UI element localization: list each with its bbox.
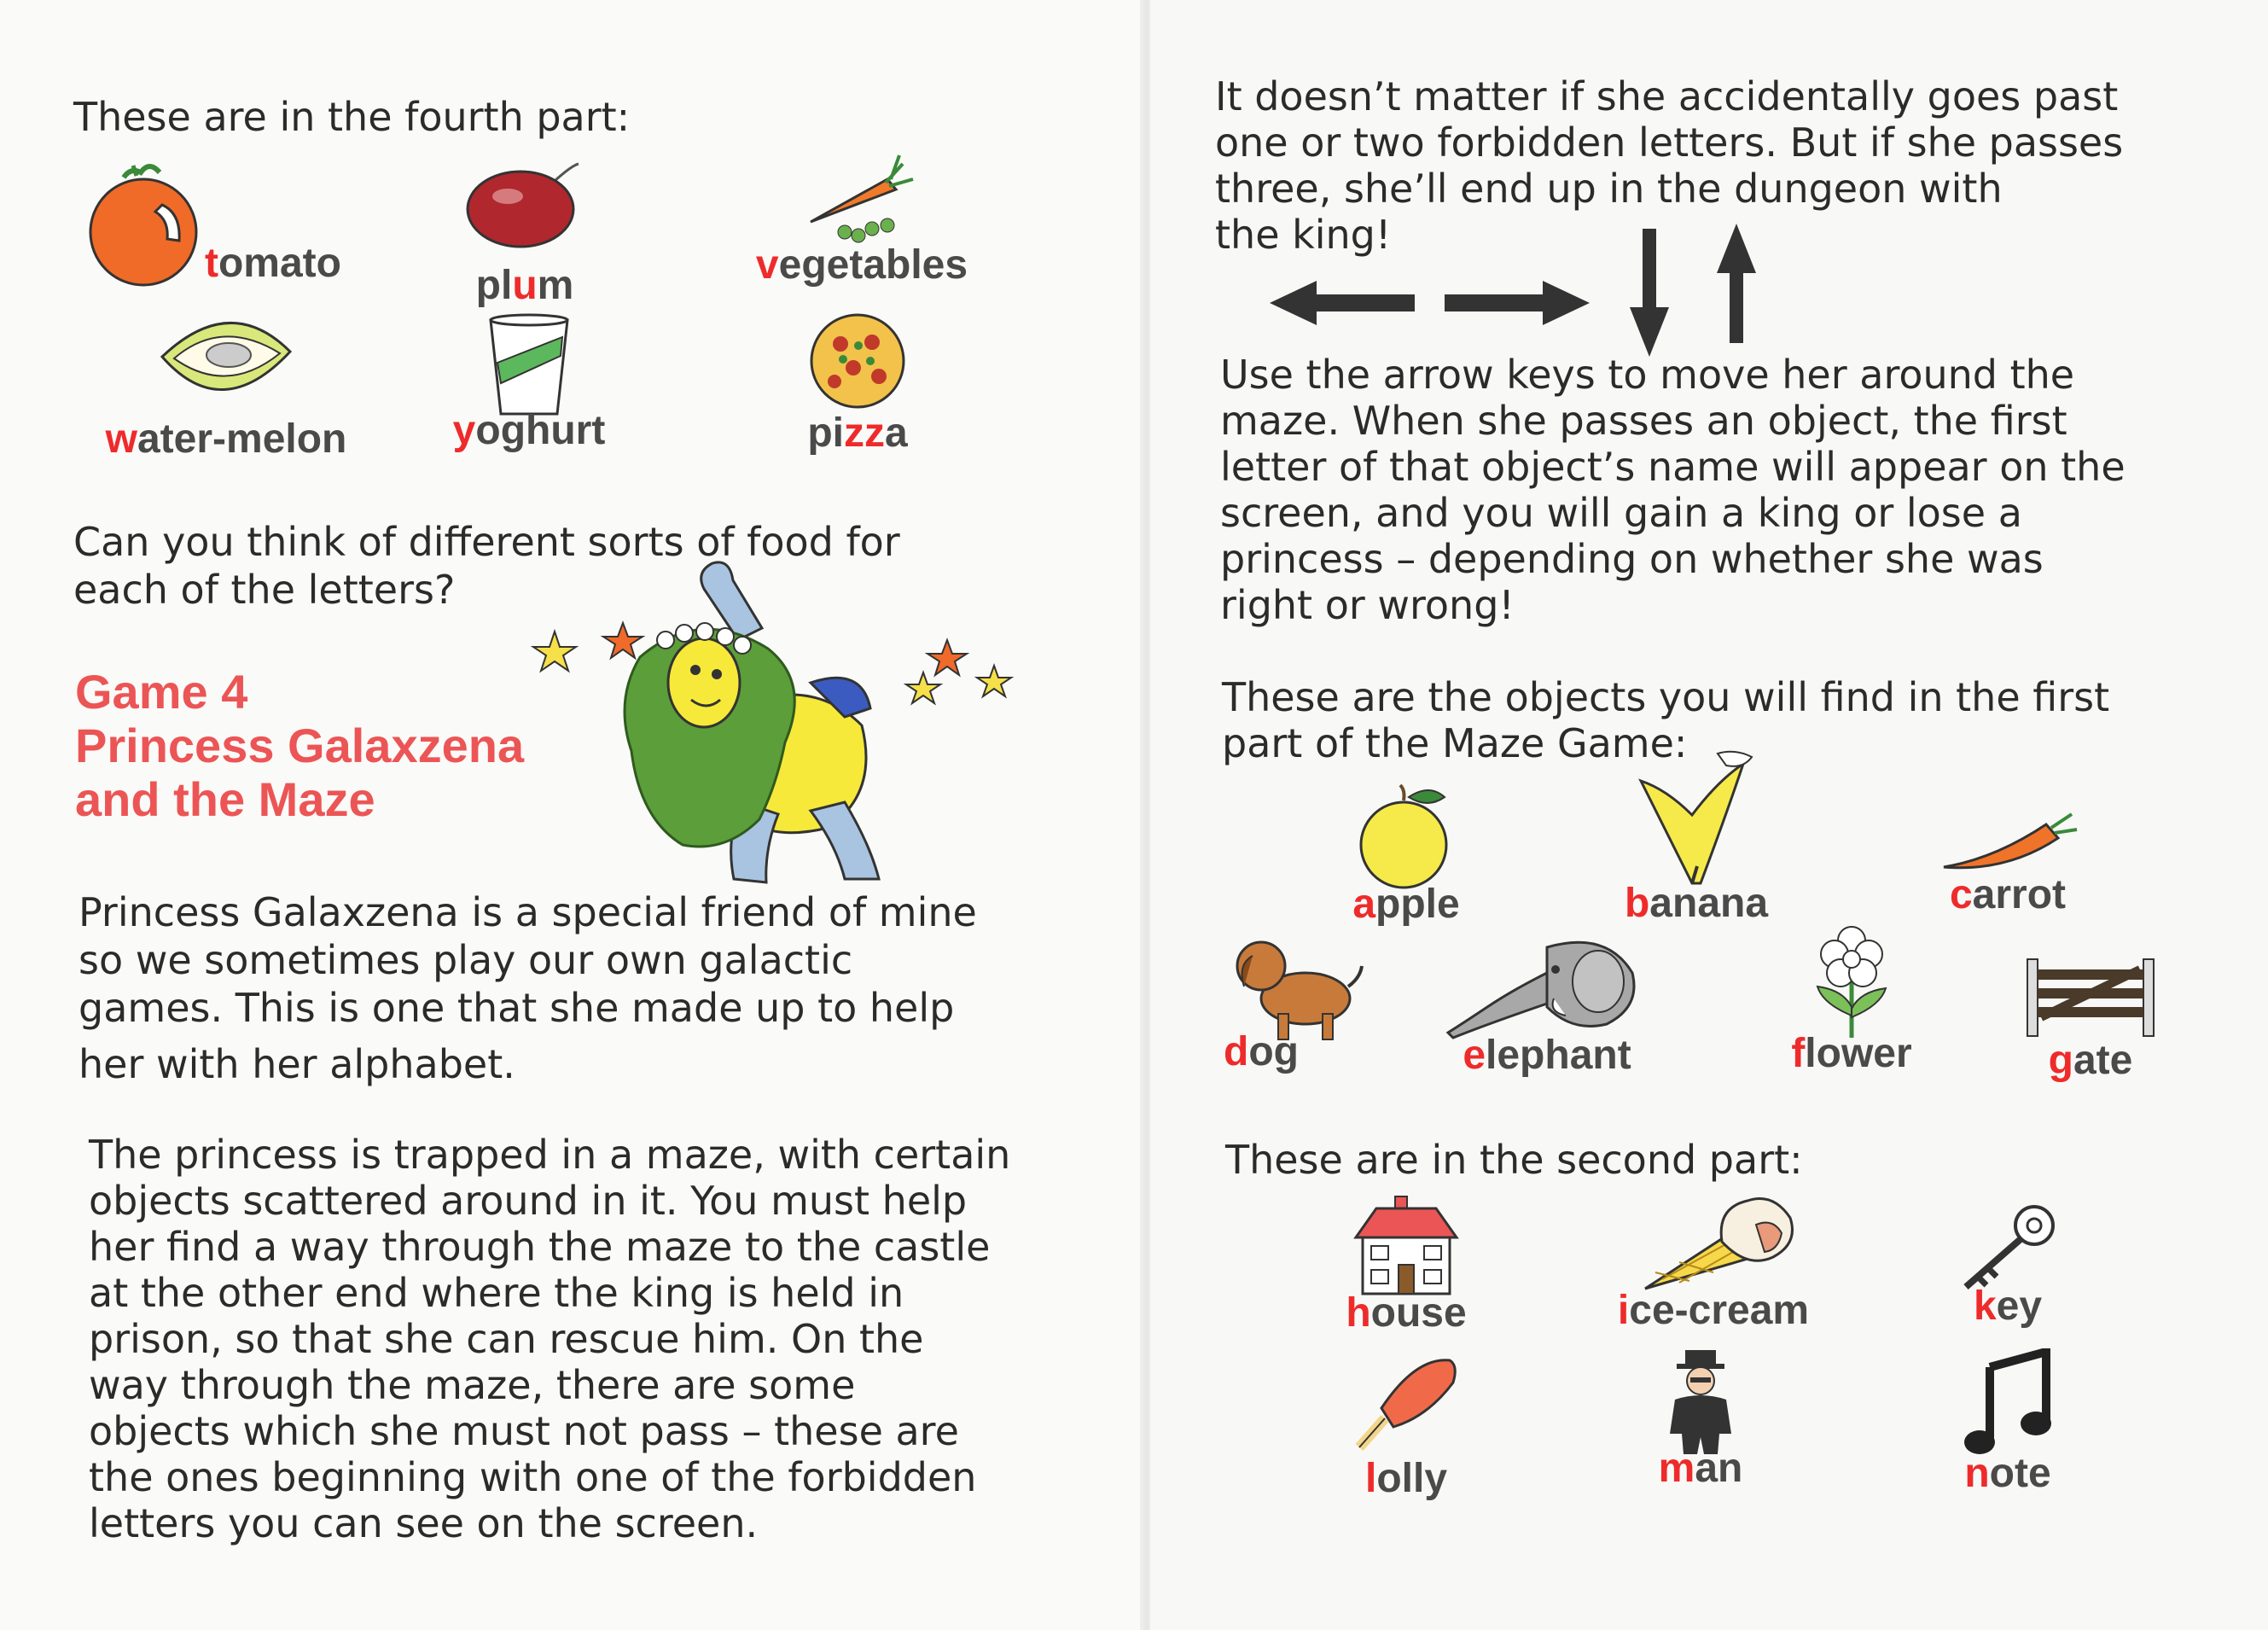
item-water-melon <box>85 314 367 463</box>
down-arrow-icon <box>1628 229 1671 357</box>
right-page <box>1150 0 2268 1630</box>
body-line-9: letters you can see on the screen. <box>89 1500 759 1546</box>
body-line-5: prison, so that she can rescue him. On the <box>89 1316 924 1362</box>
ice-cream-icon <box>1628 1190 1799 1293</box>
item-key <box>1927 1202 2089 1330</box>
intro-line-1: Princess Galaxzena is a special friend of mine <box>79 889 977 935</box>
apple-icon <box>1351 783 1462 890</box>
second-part-heading: These are in the second part: <box>1225 1137 1803 1183</box>
label-water-melon: water-melon <box>105 416 347 462</box>
body-line-3: her find a way through the maze to the castle <box>89 1224 991 1270</box>
dog-icon <box>1227 932 1364 1043</box>
elephant-icon <box>1445 930 1649 1043</box>
warning-line-1: It doesn’t matter if she accidentally goes past <box>1215 73 2119 119</box>
carrot-icon <box>1935 809 2080 877</box>
instructions-line-3: letter of that object’s name will appear on the <box>1220 444 2126 490</box>
warning-line-2: one or two forbidden letters. But if she passes <box>1215 119 2124 166</box>
label-flower: flower <box>1791 1031 1912 1076</box>
item-house <box>1312 1195 1500 1336</box>
question-line-1: Can you think of different sorts of food for <box>73 519 900 565</box>
game-title-line-2: Princess Galaxzena <box>75 719 525 772</box>
game-title-line-1: Game 4 <box>75 665 248 719</box>
item-ice-cream <box>1602 1190 1824 1334</box>
tomato-icon <box>77 162 222 290</box>
water-melon-icon <box>154 314 299 416</box>
body-line-6: way through the maze, there are some <box>89 1362 856 1408</box>
instructions-line-4: screen, and you will gain a king or lose a <box>1220 490 2022 536</box>
label-house: house <box>1346 1290 1467 1336</box>
label-ice-cream: ice-cream <box>1617 1288 1810 1333</box>
warning-line-4: the king! <box>1215 212 1392 258</box>
label-man: man <box>1658 1446 1743 1491</box>
label-dog: dog <box>1224 1029 1299 1074</box>
first-part-line-1: These are the objects you will find in the first <box>1222 674 2110 720</box>
first-part-line-2: part of the Maze Game: <box>1222 720 1688 766</box>
body-line-8: the ones beginning with one of the forbidden <box>89 1454 977 1500</box>
lolly-icon <box>1351 1357 1462 1459</box>
note-icon <box>1961 1348 2055 1459</box>
label-lolly: lolly <box>1364 1456 1448 1501</box>
item-banana <box>1602 747 1790 927</box>
item-lolly <box>1312 1357 1500 1502</box>
label-key: key <box>1973 1284 2043 1329</box>
label-yoghurt: yoghurt <box>452 408 606 453</box>
label-note: note <box>1964 1451 2051 1496</box>
body-line-7: objects which she must not pass – these are <box>89 1408 959 1454</box>
flower-icon <box>1805 922 1899 1041</box>
label-plum: plum <box>475 263 574 308</box>
label-elephant: elephant <box>1463 1033 1631 1078</box>
man-icon <box>1658 1348 1743 1459</box>
item-plum <box>439 162 610 309</box>
label-banana: banana <box>1624 881 1769 926</box>
body-line-2: objects scattered around in it. You must help <box>89 1178 968 1224</box>
intro-line-4: her with her alphabet. <box>79 1041 515 1087</box>
game-title-line-3: and the Maze <box>75 772 375 826</box>
label-tomato: tomato <box>205 241 341 286</box>
item-apple <box>1312 783 1500 928</box>
banana-icon <box>1632 747 1760 888</box>
label-carrot: carrot <box>1949 872 2067 917</box>
warning-line-3: three, she’ll end up in the dungeon with <box>1215 166 2003 212</box>
plum-icon <box>461 162 589 256</box>
instructions-line-5: princess – depending on whether she was <box>1220 536 2044 582</box>
item-pizza <box>772 311 943 457</box>
intro-line-3: games. This is one that she made up to help <box>79 985 955 1031</box>
vegetables-icon <box>794 154 930 247</box>
body-line-1: The princess is trapped in a maze, with certain <box>89 1132 1011 1178</box>
fourth-part-heading: These are in the fourth part: <box>73 94 631 140</box>
label-gate: gate <box>2048 1038 2133 1083</box>
instructions-line-1: Use the arrow keys to move her around the <box>1220 352 2075 398</box>
item-man <box>1628 1348 1773 1492</box>
instructions-line-2: maze. When she passes an object, the first <box>1220 398 2067 444</box>
key-icon <box>1952 1202 2063 1295</box>
instructions-line-6: right or wrong! <box>1220 582 1515 628</box>
body-line-4: at the other end where the king is held in <box>89 1270 904 1316</box>
left-arrow-icon <box>1270 277 1415 329</box>
label-pizza: pizza <box>807 410 908 456</box>
pizza-icon <box>802 311 913 414</box>
house-icon <box>1351 1195 1462 1297</box>
item-flower <box>1766 922 1937 1077</box>
princess-galaxzena-illustration <box>529 555 1024 896</box>
item-tomato <box>77 162 367 287</box>
question-line-2: each of the letters? <box>73 567 456 613</box>
label-apple: apple <box>1352 882 1460 927</box>
item-vegetables <box>734 154 990 288</box>
item-dog <box>1218 932 1372 1075</box>
item-gate <box>2014 956 2167 1084</box>
right-arrow-icon <box>1445 277 1590 329</box>
item-note <box>1935 1348 2080 1497</box>
item-carrot <box>1922 809 2093 918</box>
up-arrow-icon <box>1715 224 1758 343</box>
label-vegetables: vegetables <box>755 242 968 288</box>
intro-line-2: so we sometimes play our own galactic <box>79 937 853 983</box>
item-yoghurt <box>435 311 623 454</box>
item-elephant <box>1432 930 1662 1079</box>
yoghurt-icon <box>482 311 576 418</box>
gate-icon <box>2022 956 2159 1038</box>
